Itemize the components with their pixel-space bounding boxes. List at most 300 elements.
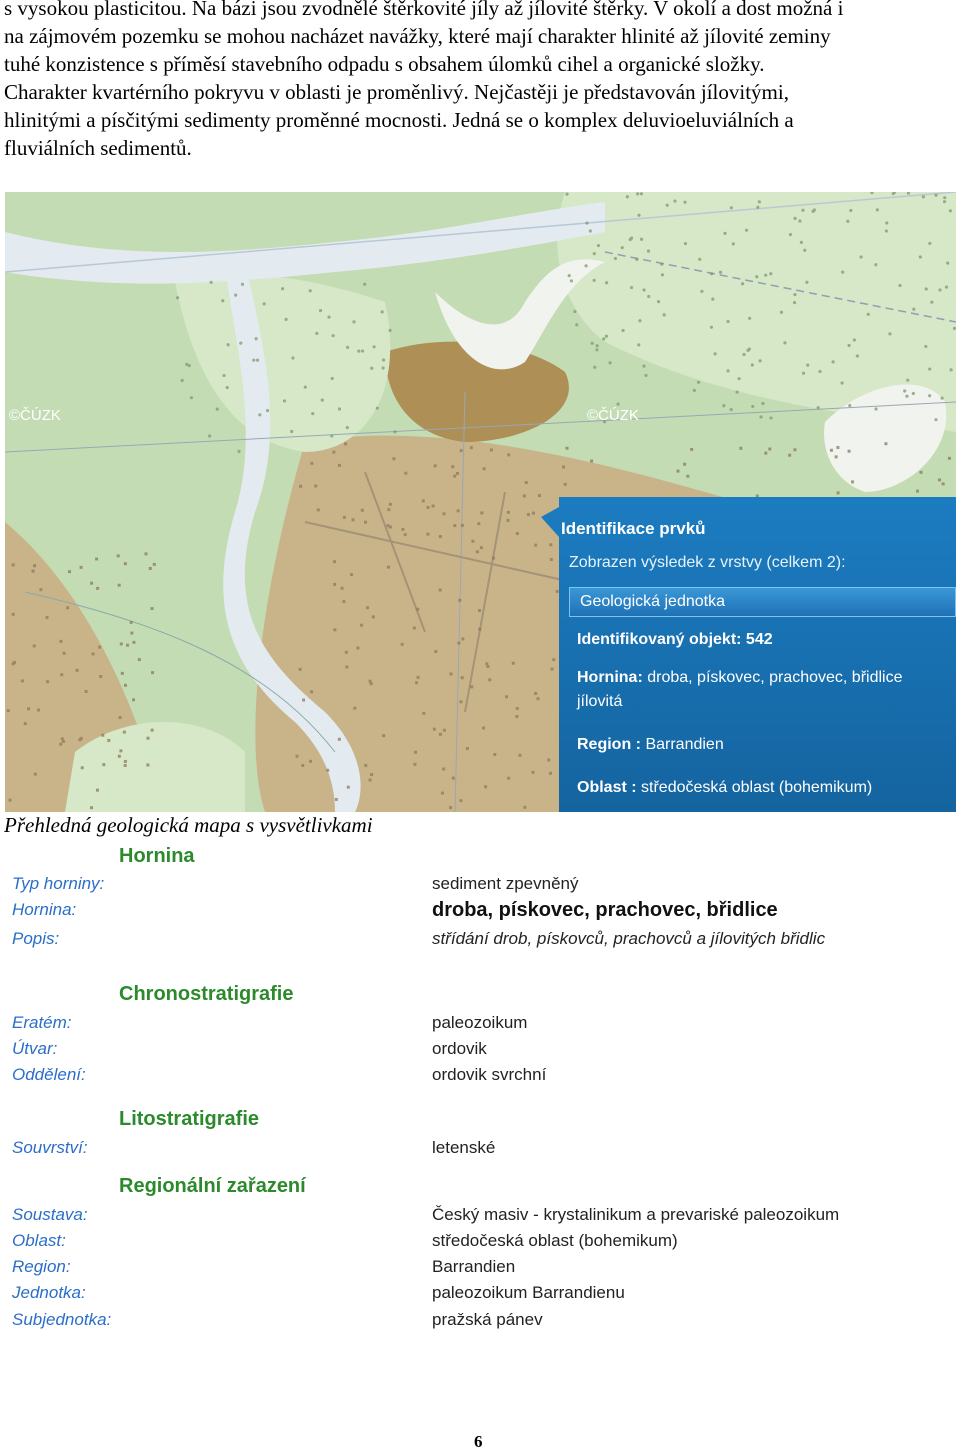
map-texture-mark xyxy=(492,557,495,560)
map-texture-mark xyxy=(432,505,435,508)
map-texture-mark xyxy=(755,275,758,278)
map-texture-mark xyxy=(460,449,463,452)
map-texture-mark xyxy=(835,455,838,458)
map-texture-mark xyxy=(59,743,62,746)
map-texture-mark xyxy=(793,293,796,296)
map-texture-mark xyxy=(309,289,312,292)
map-texture-mark xyxy=(849,209,852,212)
map-texture-mark xyxy=(630,286,633,289)
map-texture-mark xyxy=(132,698,135,701)
map-texture-mark xyxy=(333,560,336,563)
map-texture-mark xyxy=(457,509,460,512)
map-texture-mark xyxy=(459,799,462,802)
map-texture-mark xyxy=(525,481,528,484)
map-texture-mark xyxy=(946,261,949,264)
map-texture-mark xyxy=(841,271,844,274)
map-texture-mark xyxy=(80,566,83,569)
legend-value: pražská pánev xyxy=(432,1310,543,1329)
map-texture-mark xyxy=(416,608,419,611)
map-texture-mark xyxy=(281,287,284,290)
map-texture-mark xyxy=(690,448,693,451)
map-texture-mark xyxy=(832,360,835,363)
map-texture-mark xyxy=(338,738,341,741)
map-texture-mark xyxy=(78,738,81,741)
map-texture-mark xyxy=(948,457,951,460)
map-texture-mark xyxy=(562,465,565,468)
map-texture-mark xyxy=(565,193,568,196)
map-texture-mark xyxy=(614,257,617,260)
map-texture-mark xyxy=(426,533,429,536)
map-texture-mark xyxy=(916,490,919,493)
legend-value: Český masiv - krystalinikum a prevariské paleozoikum xyxy=(432,1205,840,1224)
map-texture-mark xyxy=(700,290,703,293)
map-texture-mark xyxy=(846,220,849,223)
map-texture-mark xyxy=(621,329,624,332)
paragraph-line: na zájmovém pozemku se mohou nacházet navážky, které mají charakter hlinité až jílovité zeminy xyxy=(4,24,831,48)
map-texture-mark xyxy=(780,311,783,314)
map-texture-mark xyxy=(370,773,373,776)
map-texture-mark xyxy=(451,465,454,468)
map-texture-mark xyxy=(730,206,733,209)
map-texture-mark xyxy=(597,244,600,247)
map-texture-mark xyxy=(118,755,121,758)
map-texture-mark xyxy=(751,363,754,366)
legend-label: Subjednotka: xyxy=(12,1310,112,1329)
map-texture-mark xyxy=(769,416,772,419)
map-texture-mark xyxy=(153,563,156,566)
map-texture-mark xyxy=(566,447,569,450)
map-texture-mark xyxy=(853,338,856,341)
map-texture-mark xyxy=(404,472,407,475)
map-texture-mark xyxy=(811,210,814,213)
map-texture-mark xyxy=(884,442,887,445)
map-texture-mark xyxy=(591,342,594,345)
map-texture-mark xyxy=(758,200,761,203)
map-texture-mark xyxy=(76,669,79,672)
map-texture-mark xyxy=(898,284,901,287)
map-texture-mark xyxy=(9,799,12,802)
map-texture-mark xyxy=(393,430,396,433)
map-texture-mark xyxy=(836,446,839,449)
map-texture-mark xyxy=(616,403,619,406)
map-texture-mark xyxy=(698,258,701,261)
map-texture-mark xyxy=(34,773,37,776)
map-texture-mark xyxy=(793,301,796,304)
panel-row-value: Barrandien xyxy=(645,736,724,753)
paragraph-line: s vysokou plasticitou. Na bázi jsou zvodnělé štěrkovité jíly až jílovité štěrky. V okolí a dost možná i xyxy=(4,0,844,20)
map-texture-mark xyxy=(647,249,650,252)
panel-row-hornina-cont xyxy=(577,693,622,711)
map-texture-mark xyxy=(459,700,462,703)
map-texture-mark xyxy=(452,777,455,780)
map-texture-mark xyxy=(389,503,392,506)
map-texture-mark xyxy=(331,377,334,380)
map-texture-mark xyxy=(851,480,854,483)
map-texture-mark xyxy=(515,715,518,718)
map-texture-mark xyxy=(848,450,851,453)
map-texture-mark xyxy=(370,367,373,370)
map-texture-mark xyxy=(422,712,425,715)
legend-value: Barrandien xyxy=(432,1257,516,1276)
map-texture-mark xyxy=(33,644,36,647)
map-texture-mark xyxy=(68,570,71,573)
map-texture-mark xyxy=(518,754,521,757)
map-texture-mark xyxy=(928,242,931,245)
map-texture-mark xyxy=(369,779,372,782)
map-texture-mark xyxy=(138,658,141,661)
map-texture-mark xyxy=(347,786,350,789)
map-texture-mark xyxy=(130,632,133,635)
panel-tab-geologicka-jednotka[interactable] xyxy=(569,587,956,617)
map-texture-mark xyxy=(818,370,821,373)
map-texture-mark xyxy=(837,491,840,494)
legend-value: paleozoikum Barrandienu xyxy=(432,1283,625,1302)
map-texture-mark xyxy=(151,729,154,732)
map-texture-mark xyxy=(345,665,348,668)
legend-label: Hornina: xyxy=(12,900,77,919)
map-texture-mark xyxy=(953,327,956,330)
map-texture-mark xyxy=(222,374,225,377)
map-texture-mark xyxy=(346,426,349,429)
map-texture-mark xyxy=(764,274,767,277)
map-texture-mark xyxy=(595,348,598,351)
map-texture-mark xyxy=(321,398,324,401)
map-texture-mark xyxy=(361,509,364,512)
map-texture-mark xyxy=(441,792,444,795)
map-texture-mark xyxy=(676,470,679,473)
map-texture-mark xyxy=(919,255,922,258)
map-texture-mark xyxy=(21,679,24,682)
map-texture-mark xyxy=(401,528,404,531)
map-texture-mark xyxy=(693,389,696,392)
map-texture-mark xyxy=(310,690,313,693)
map-texture-mark xyxy=(736,390,739,393)
map-texture-mark xyxy=(912,308,915,311)
map-texture-mark xyxy=(635,258,638,261)
map-texture-mark xyxy=(711,297,714,300)
map-texture-mark xyxy=(596,344,599,347)
map-texture-mark xyxy=(748,347,751,350)
map-texture-mark xyxy=(295,755,298,758)
map-texture-mark xyxy=(404,533,407,536)
map-texture-mark xyxy=(461,676,464,679)
map-texture-mark xyxy=(234,294,237,297)
map-texture-mark xyxy=(461,524,464,527)
legend-heading-chronostratigrafie: Chronostratigrafie xyxy=(119,983,294,1005)
map-texture-mark xyxy=(310,462,313,465)
map-texture-mark xyxy=(756,206,759,209)
map-texture-mark xyxy=(443,729,446,732)
map-texture-mark xyxy=(388,329,391,332)
map-texture-mark xyxy=(726,369,729,372)
map-texture-mark xyxy=(471,540,474,543)
map-watermark: ©ČÚZK xyxy=(9,407,61,424)
map-texture-mark xyxy=(925,287,928,290)
panel-row-oblast xyxy=(577,779,872,797)
map-texture-mark xyxy=(507,777,510,780)
map-texture-mark xyxy=(943,196,946,199)
legend-label: Popis: xyxy=(12,929,60,948)
paragraph-line: tuhé konzistence s příměsí stavebního odpadu s obsahem úlomků cihel a organické složky. xyxy=(4,52,765,76)
map-texture-mark xyxy=(798,219,801,222)
map-texture-mark xyxy=(373,345,376,348)
map-texture-mark xyxy=(333,583,336,586)
map-watermark: ©ČÚZK xyxy=(587,407,639,424)
map-texture-mark xyxy=(476,550,479,553)
map-texture-mark xyxy=(341,587,344,590)
panel-subtitle: Zobrazen výsledek z vrstvy (celkem 2): xyxy=(569,554,846,571)
panel-row-label: Oblast : xyxy=(577,779,637,796)
map-texture-mark xyxy=(101,734,104,737)
panel-background xyxy=(541,497,956,812)
map-texture-mark xyxy=(364,521,367,524)
page-number: 6 xyxy=(474,1432,483,1451)
map-texture-mark xyxy=(666,204,669,207)
map-texture-mark xyxy=(241,283,244,286)
map-texture-mark xyxy=(589,229,592,232)
identify-panel xyxy=(541,497,956,812)
map-texture-mark xyxy=(439,733,442,736)
map-texture-mark xyxy=(291,356,294,359)
map-texture-mark xyxy=(516,532,519,535)
map-texture-mark xyxy=(640,238,643,241)
map-texture-mark xyxy=(761,402,764,405)
map-texture-mark xyxy=(24,722,27,725)
map-texture-mark xyxy=(470,685,473,688)
map-texture-mark xyxy=(719,271,722,274)
map-texture-mark xyxy=(458,599,461,602)
map-texture-mark xyxy=(642,365,645,368)
map-texture-mark xyxy=(352,320,355,323)
map-texture-mark xyxy=(332,451,335,454)
map-texture-mark xyxy=(210,281,213,284)
map-texture-mark xyxy=(945,286,948,289)
map-texture-mark xyxy=(697,381,700,384)
map-texture-mark xyxy=(46,616,49,619)
map-texture-mark xyxy=(119,749,122,752)
map-texture-mark xyxy=(317,508,320,511)
map-texture-mark xyxy=(32,570,35,573)
map-texture-mark xyxy=(124,562,127,565)
map-texture-mark xyxy=(360,624,363,627)
map-texture-mark xyxy=(12,662,15,665)
map-texture-mark xyxy=(488,678,491,681)
map-texture-mark xyxy=(342,600,345,603)
map-texture-mark xyxy=(149,567,152,570)
map-texture-mark xyxy=(7,709,10,712)
map-texture-mark xyxy=(920,471,923,474)
map-texture-mark xyxy=(95,558,98,561)
map-texture-mark xyxy=(62,740,65,743)
map-texture-mark xyxy=(637,343,640,346)
map-texture-mark xyxy=(96,587,99,590)
map-texture-mark xyxy=(237,450,240,453)
map-texture-mark xyxy=(255,337,258,340)
paragraph-line: hlinitými a písčitými sedimenty proměnné mocnosti. Jedná se o komplex deluvioeluviálních a xyxy=(4,108,794,132)
map-texture-mark xyxy=(783,341,786,344)
map-texture-mark xyxy=(369,680,372,683)
map-texture-mark xyxy=(449,806,452,809)
map-texture-mark xyxy=(301,764,304,767)
map-texture-mark xyxy=(434,464,437,467)
map-texture-mark xyxy=(512,662,515,665)
map-texture-mark xyxy=(442,768,445,771)
map-texture-mark xyxy=(176,296,179,299)
panel-row-hornina xyxy=(577,669,902,687)
map-texture-mark xyxy=(568,274,571,277)
legend-value: paleozoikum xyxy=(432,1013,528,1032)
map-texture-mark xyxy=(61,737,64,740)
map-texture-mark xyxy=(876,208,879,211)
map-texture-mark xyxy=(941,397,944,400)
map-texture-mark xyxy=(387,508,390,511)
map-texture-mark xyxy=(745,229,748,232)
map-texture-mark xyxy=(66,606,69,609)
map-texture-mark xyxy=(906,379,909,382)
map-texture-mark xyxy=(85,690,88,693)
map-texture-mark xyxy=(302,698,305,701)
map-texture-mark xyxy=(263,302,266,305)
panel-object-id: Identifikovaný objekt: 542 xyxy=(577,631,773,648)
map-texture-mark xyxy=(256,359,259,362)
map-texture-mark xyxy=(507,453,510,456)
map-texture-mark xyxy=(640,192,643,195)
map-texture-mark xyxy=(841,381,844,384)
map-texture-mark xyxy=(741,282,744,285)
map-texture-mark xyxy=(573,310,576,313)
map-texture-mark xyxy=(461,637,464,640)
map-texture-mark xyxy=(805,281,808,284)
map-texture-mark xyxy=(145,552,148,555)
panel-tab-label: Geologická jednotka xyxy=(580,593,725,610)
map-texture-mark xyxy=(482,727,485,730)
map-texture-mark xyxy=(309,760,312,763)
map-texture-mark xyxy=(227,343,230,346)
legend-value: ordovik svrchní xyxy=(432,1065,547,1084)
map-texture-mark xyxy=(239,342,242,345)
map-texture-mark xyxy=(12,613,15,616)
map-texture-mark xyxy=(478,628,481,631)
map-texture-mark xyxy=(739,447,742,450)
map-texture-mark xyxy=(928,394,931,397)
map-texture-mark xyxy=(356,646,359,649)
map-texture-mark xyxy=(684,242,687,245)
map-texture-mark xyxy=(817,406,820,409)
panel-title: Identifikace prvků xyxy=(561,519,706,538)
map-texture-mark xyxy=(39,588,42,591)
map-texture-mark xyxy=(661,273,664,276)
map-texture-mark xyxy=(732,242,735,245)
map-texture-mark xyxy=(531,771,534,774)
map-texture-mark xyxy=(27,707,30,710)
map-texture-mark xyxy=(102,763,105,766)
map-texture-mark xyxy=(434,650,437,653)
panel-row-value: středočeská oblast (bohemikum) xyxy=(641,779,873,796)
map-texture-mark xyxy=(789,233,792,236)
map-texture-mark xyxy=(124,764,127,767)
legend-value: droba, pískovec, prachovec, břidlice xyxy=(432,899,778,921)
map-texture-mark xyxy=(81,766,84,769)
map-texture-mark xyxy=(523,494,526,497)
map-texture-mark xyxy=(146,763,149,766)
map-texture-mark xyxy=(382,358,385,361)
legend-label: Oblast: xyxy=(12,1231,66,1250)
map-texture-mark xyxy=(216,408,219,411)
map-texture-mark xyxy=(370,682,373,685)
map-texture-mark xyxy=(92,652,95,655)
map-texture-mark xyxy=(299,668,302,671)
map-texture-mark xyxy=(888,332,891,335)
map-texture-mark xyxy=(330,434,333,437)
map-texture-mark xyxy=(90,806,93,809)
map-texture-mark xyxy=(885,221,888,224)
map-texture-mark xyxy=(527,513,530,516)
map-texture-mark xyxy=(130,621,133,624)
map-texture-mark xyxy=(730,408,733,411)
map-texture-mark xyxy=(532,512,535,515)
map-texture-mark xyxy=(516,707,519,710)
map-texture-mark xyxy=(422,499,425,502)
map-texture-mark xyxy=(657,300,660,303)
map-texture-mark xyxy=(748,317,751,320)
map-texture-mark xyxy=(439,535,442,538)
map-texture-mark xyxy=(417,676,420,679)
map-texture-mark xyxy=(146,737,149,740)
map-texture-mark xyxy=(621,246,624,249)
map-texture-mark xyxy=(414,751,417,754)
map-texture-mark xyxy=(856,354,859,357)
map-texture-mark xyxy=(793,217,796,220)
map-texture-mark xyxy=(534,692,537,695)
body-paragraph xyxy=(4,0,960,162)
map-texture-mark xyxy=(343,516,346,519)
legend-label: Oddělení: xyxy=(12,1065,86,1084)
map-texture-mark xyxy=(523,806,526,809)
map-texture-mark xyxy=(107,739,110,742)
map-texture-mark xyxy=(590,460,593,463)
map-texture-mark xyxy=(387,524,390,527)
map-texture-mark xyxy=(938,478,941,481)
map-texture-mark xyxy=(803,249,806,252)
map-texture-mark xyxy=(800,241,803,244)
map-texture-mark xyxy=(647,295,650,298)
map-texture-mark xyxy=(338,407,341,410)
map-texture-mark xyxy=(470,446,473,449)
map-texture-mark xyxy=(505,695,508,698)
map-texture-mark xyxy=(485,662,488,665)
map-texture-mark xyxy=(660,263,663,266)
map-texture-mark xyxy=(636,192,639,195)
map-texture-mark xyxy=(484,785,487,788)
map-texture-mark xyxy=(751,405,754,408)
map-texture-mark xyxy=(33,564,36,567)
panel-row-label: Region : xyxy=(577,736,641,753)
map-texture-mark xyxy=(534,544,537,547)
map-texture-mark xyxy=(490,448,493,451)
map-texture-mark xyxy=(284,318,287,321)
map-texture-mark xyxy=(63,652,66,655)
map-texture-mark xyxy=(912,392,915,395)
map-texture-mark xyxy=(453,475,456,478)
legend-label: Typ horniny: xyxy=(12,874,105,893)
map-texture-mark xyxy=(90,582,93,585)
map-texture-mark xyxy=(593,366,596,369)
map-texture-mark xyxy=(506,519,509,522)
map-texture-mark xyxy=(443,512,446,515)
map-texture-mark xyxy=(151,671,154,674)
map-texture-mark xyxy=(401,643,404,646)
map-texture-mark xyxy=(96,789,99,792)
